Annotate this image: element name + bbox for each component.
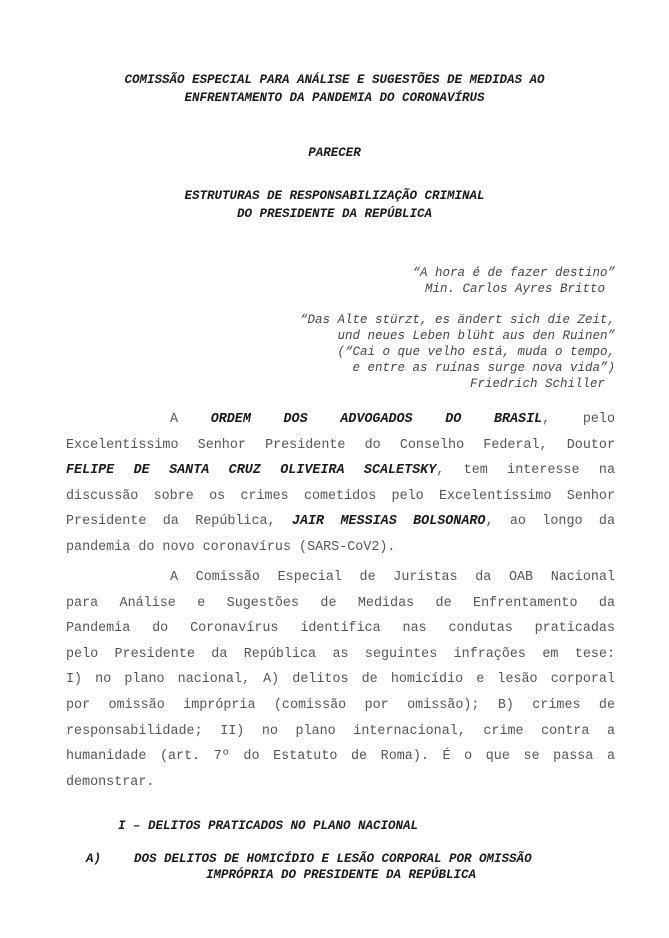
paragraph-line: A Comissão Especial de Juristas da OAB Nacional: [170, 570, 615, 585]
paragraph-line: [66, 509, 615, 535]
section-title-national-crimes: I – DELITOS PRATICADOS NO PLANO NACIONAL: [118, 819, 419, 833]
oab-name: ORDEM DOS ADVOGADOS DO BRASIL: [210, 412, 543, 427]
subsection-title-homicide: [86, 851, 596, 883]
commission-heading-line-1: COMISSÃO ESPECIAL PARA ANÁLISE E SUGESTÕES DE MEDIDAS AO: [124, 73, 545, 87]
paragraph-line: Pandemia do Coronavírus identifica nas condutas praticadas: [66, 621, 615, 637]
commission-heading: [0, 71, 669, 107]
paragraph-line: por omissão imprópria (comissão por omissão); B) crimes de: [66, 697, 615, 713]
paragraph-line: responsabilidade; II) no plano internacional, crime contra a: [66, 723, 615, 739]
subsection-title-line-2: IMPRÓPRIA DO PRESIDENTE DA REPÚBLICA: [205, 868, 477, 882]
paragraph-line: I) no plano nacional, A) delitos de homicídio e lesão corporal: [66, 672, 615, 688]
president-republic-name: JAIR MESSIAS BOLSONARO: [291, 514, 486, 530]
subsection-title-row: [86, 867, 596, 883]
document-subject: [0, 187, 669, 223]
epigraph-quote-line-1: “Das Alte stürzt, es ändert sich die Zeit,: [299, 313, 615, 327]
paragraph-text: A: [170, 412, 179, 427]
document-subject-line-1: ESTRUTURAS DE RESPONSABILIZAÇÃO CRIMINAL: [184, 189, 485, 203]
paragraph-text: , pelo: [542, 412, 615, 427]
paragraph-line: para Análise e Sugestões de Medidas de Enfrentamento da: [66, 595, 615, 611]
subsection-title-line-1: DOS DELITOS DE HOMICÍDIO E LESÃO CORPORAL POR OMISSÃO: [134, 852, 532, 866]
paragraph-line: pandemia do novo coronavírus (SARS-CoV2).: [66, 539, 396, 555]
epigraph-quote: “A hora é de fazer destino”: [412, 266, 615, 280]
paragraph-line: [66, 407, 615, 433]
document-type: [0, 144, 669, 162]
epigraph-schiller: [300, 312, 615, 392]
epigraph-translation-line-2: e entre as ruínas surge nova vida”): [352, 361, 615, 375]
paragraph-line: Excelentíssimo Senhor Presidente do Conselho Federal, Doutor: [66, 437, 615, 453]
subsection-title-row: [86, 851, 596, 867]
paragraph-line: discussão sobre os crimes cometidos pelo Excelentíssimo Senhor: [66, 488, 615, 504]
paragraph-text: , ao longo da: [485, 514, 615, 530]
epigraph-author: Min. Carlos Ayres Britto: [424, 282, 605, 296]
paragraph-line: [66, 458, 615, 484]
paragraph-text: , tem interesse na: [436, 463, 615, 479]
epigraph-translation-line-1: (“Cai o que velho está, muda o tempo,: [337, 345, 615, 359]
paragraph-line: pelo Presidente da República as seguintes infrações em tese:: [66, 646, 615, 662]
document-subject-line-2: DO PRESIDENTE DA REPÚBLICA: [236, 207, 433, 221]
epigraph-quote-line-2: und neues Leben blüht aus den Ruinen”: [337, 329, 615, 343]
paragraph-text: Presidente da República,: [66, 514, 292, 530]
paragraph-introduction: [66, 407, 615, 561]
epigraph-author: Friedrich Schiller: [469, 377, 605, 391]
paragraph-line: humanidade (art. 7º do Estatuto de Roma). É o que se passa a: [66, 749, 615, 765]
subsection-letter: A): [86, 852, 102, 866]
document-type-label: PARECER: [308, 146, 361, 160]
epigraph-britto: [412, 265, 615, 297]
commission-heading-line-2: ENFRENTAMENTO DA PANDEMIA DO CORONAVÍRUS: [184, 91, 485, 105]
paragraph-line: demonstrar.: [66, 774, 155, 790]
president-oab-name: FELIPE DE SANTA CRUZ OLIVEIRA SCALETSKY: [66, 463, 437, 479]
paragraph-commission: [66, 565, 615, 795]
